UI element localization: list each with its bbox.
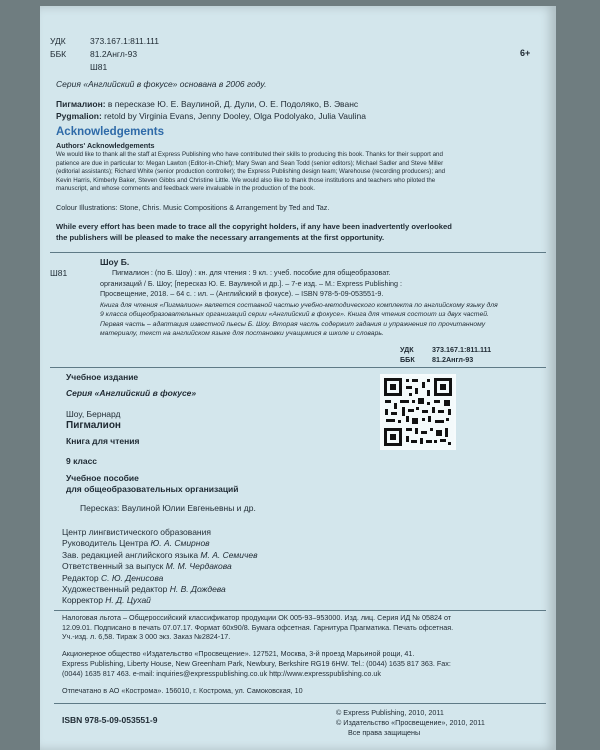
- imprint-line: Налоговая льгота – Общероссийский классификатор продукции ОК 005-93–953000. Изд. лиц. Серия ИД № 05824 от: [62, 613, 452, 622]
- copyright-notice-line: While every effort has been made to trace all the copyright holders, if any have been inadvertently overlooked: [56, 222, 452, 231]
- ack-line: Kevin Harris, Kimberly Baker, Steven Gibbs and Christine Little. We would also like to thank those institutions and teachers who piloted the: [56, 176, 436, 184]
- staff-name: Н. В. Дождева: [169, 584, 226, 595]
- acknowledgements-subtitle: Authors' Acknowledgements: [56, 141, 155, 150]
- divider: [50, 252, 546, 253]
- catalog-line: Пигмалион : (по Б. Шоу) : кн. для чтения : 9 кл. : учеб. пособие для общеобразоват.: [112, 268, 391, 277]
- staff-role: Руководитель Центра: [62, 538, 151, 549]
- staff-row: [62, 573, 258, 584]
- catalog-bbk-value: 81.2Англ-93: [432, 355, 474, 364]
- staff-name: С. Ю. Денисова: [100, 572, 164, 583]
- staff-row: [62, 538, 258, 549]
- catalog-author: Шоу Б.: [100, 257, 130, 267]
- edition-type: Учебное издание: [66, 372, 139, 382]
- staff-role: Корректор: [62, 595, 106, 606]
- catalog-udk-value: 373.167.1:811.111: [432, 345, 492, 354]
- staff-role: Ответственный за выпуск: [62, 561, 166, 572]
- edition-purpose-line: для общеобразовательных организаций: [66, 484, 239, 494]
- edition-subtitle: Книга для чтения: [66, 436, 140, 446]
- copyright-notice: [56, 221, 452, 243]
- edition-series: Серия «Английский в фокусе»: [66, 388, 197, 398]
- credits-ru: [56, 99, 358, 110]
- staff-name: Ю. А. Смирнов: [150, 538, 210, 549]
- staff-row: [62, 584, 258, 595]
- divider: [50, 367, 546, 368]
- ack-line: (editorial assistants); Richard White (senior production controller); the Express Publishing design team; Warehouse (recording producers); and: [56, 168, 446, 176]
- staff-role: Художественный редактор: [62, 584, 170, 595]
- staff-name: М. М. Чердакова: [165, 561, 232, 572]
- edition-title: Пигмалион: [66, 420, 121, 431]
- credits-en-text: retold by Virginia Evans, Jenny Dooley, Olga Podolyako, Julia Vaulina: [101, 111, 366, 121]
- printed-at: Отпечатано в АО «Кострома». 156010, г. Кострома, ул. Самоковская, 10: [62, 686, 303, 695]
- age-rating: 6+: [520, 48, 531, 58]
- imprint: [62, 613, 453, 642]
- publishers-line: Express Publishing, Liberty House, New Greenham Park, Newbury, Berkshire RG19 6HW. Tel.: (0044) 1635 817 363. Fax:: [62, 659, 451, 668]
- staff-role: Зав. редакцией английского языка: [62, 549, 201, 560]
- illustrations-credit: Colour Illustrations: Stone, Chris. Music Compositions & Arrangement by Ted and Taz.: [56, 203, 330, 212]
- catalog-desc-line: 9 класса общеобразовательных организаций серии «Английский в фокусе». Книга для чтения состоит из двух частей.: [100, 311, 489, 319]
- imprint-line: Уч.-изд. л. 6,58. Тираж 3 000 экз. Заказ №2824-17.: [62, 632, 231, 642]
- credits-ru-text: в пересказе Ю. Е. Ваулиной, Д. Дули, О. Е. Подоляко, В. Эванс: [105, 99, 359, 109]
- catalog-desc-line: Книга для чтения «Пигмалион» является составной частью учебно-методического комплекта по английскому языку для: [100, 302, 498, 309]
- credits-en-label: Pygmalion:: [56, 111, 102, 121]
- copyright-line: Все права защищены: [348, 727, 421, 737]
- isbn: ISBN 978-5-09-053551-9: [62, 715, 158, 725]
- copyright-block: [336, 708, 485, 737]
- catalog-udk-label: УДК: [400, 345, 414, 354]
- edition-purpose: [66, 473, 239, 495]
- publishers-line: (0044) 1635 817 463. e-mail: inquiries@expresspublishing.co.uk http://www.expresspublishing.co.uk: [62, 669, 381, 678]
- ack-line: We would like to thank all the staff at Express Publishing who have contributed their skills to producing this book. Thanks for their support and: [56, 151, 443, 158]
- top-bbk-value: 81.2Англ-93: [90, 49, 138, 59]
- catalog-line: организаций / Б. Шоу; [пересказ Ю. Е. Ваулиной и др.]. – 7-е изд. – М.: Express Publishing :: [100, 278, 403, 288]
- catalog-description: [100, 301, 498, 339]
- catalog-entry: [100, 268, 403, 300]
- catalog-bbk-label: ББК: [400, 355, 415, 364]
- staff-list: [62, 527, 258, 607]
- copyright-line: © Express Publishing, 2010, 2011: [336, 708, 444, 717]
- imprint-line: 12.09.01. Подписано в печать 07.07.17. Формат 60х90/8. Бумага офсетная. Гарнитура Прагматика. Печать офсетная.: [62, 622, 454, 632]
- top-code: Ш81: [90, 62, 108, 72]
- divider: [54, 703, 546, 704]
- staff-name: Н. Д. Цухай: [105, 595, 151, 606]
- edition-author: Шоу, Бернард: [66, 409, 121, 419]
- staff-row: [62, 561, 258, 572]
- ack-line: manuscript, and whose comments and feedback were invaluable in the production of the book.: [56, 185, 315, 193]
- copyright-line: © Издательство «Просвещение», 2010, 2011: [336, 717, 485, 727]
- staff-role: Центр лингвистического образования: [62, 527, 211, 537]
- catalog-line: Просвещение, 2018. – 64 с. : ил. – (Английский в фокусе). – ISBN 978-5-09-053551-9.: [100, 289, 384, 298]
- top-udk-value: 373.167.1:811.111: [90, 36, 160, 46]
- catalog-desc-line: материалу, текст на английском языке для постановки учащимися в школе и словарь.: [100, 330, 384, 338]
- publishers-line: Акционерное общество «Издательство «Просвещение». 127521, Москва, 3-й проезд Марьиной рощи, 41.: [62, 649, 415, 658]
- qr-code-graphic: [382, 376, 454, 448]
- edition-grade: 9 класс: [66, 456, 98, 466]
- staff-name: М. А. Семичев: [200, 549, 258, 560]
- catalog-code: Ш81: [50, 268, 68, 278]
- edition-purpose-line: Учебное пособие: [66, 473, 139, 483]
- edition-retelling: Пересказ: Ваулиной Юлии Евгеньевны и др.: [80, 503, 256, 513]
- acknowledgements-title: Acknowledgements: [56, 126, 164, 138]
- publishers: [62, 649, 451, 679]
- top-udk-label: УДК: [50, 36, 66, 46]
- series-note: Серия «Английский в фокусе» основана в 2006 году.: [56, 79, 267, 89]
- acknowledgements-body: [56, 151, 552, 194]
- book-imprint-page: [40, 6, 556, 750]
- staff-role: Редактор: [62, 572, 101, 583]
- top-bbk-label: ББК: [50, 49, 67, 59]
- staff-row: [62, 595, 258, 606]
- divider: [54, 610, 546, 611]
- copyright-notice-line: the publishers will be pleased to make the necessary arrangements at the first opportunity.: [56, 233, 385, 242]
- ack-line: patience are due in particular to: Megan Lawton (Editor-in-Chief); Mary Swan and Sean Todd (senior editors); Michael Sadler and Steve Miller: [56, 159, 444, 167]
- credits-ru-label: Пигмалион:: [56, 99, 106, 109]
- staff-row: [62, 527, 258, 538]
- catalog-desc-line: Первая часть – адаптация известной пьесы Б. Шоу. Вторая часть содержит задания и упражнения по прочитанному: [100, 320, 486, 328]
- qr-code: [380, 374, 456, 450]
- credits-en: [56, 111, 366, 122]
- staff-row: [62, 550, 258, 561]
